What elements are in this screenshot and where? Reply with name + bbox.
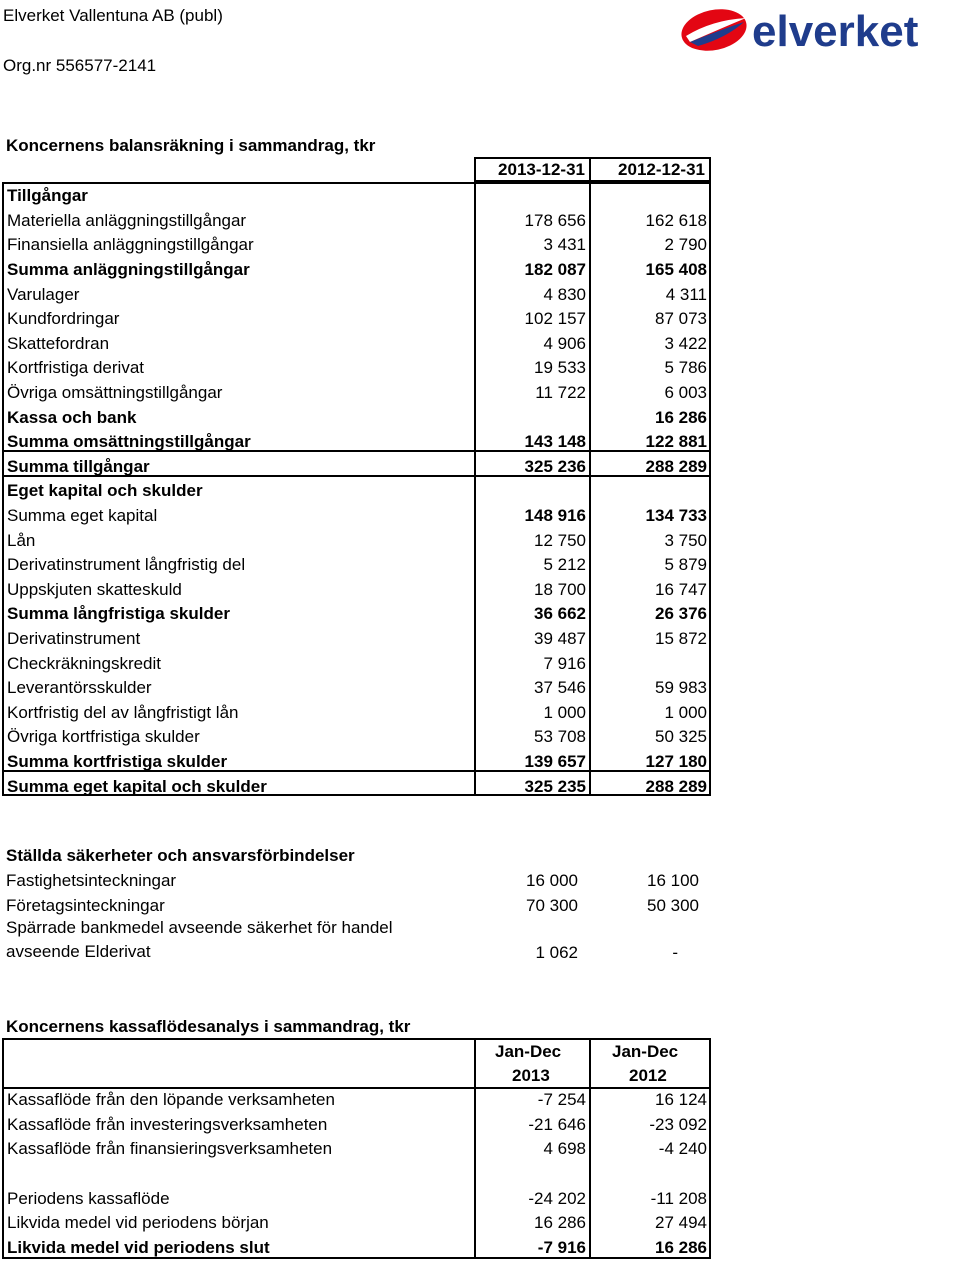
value-2012: 5 879 (664, 555, 707, 575)
securities-title: Ställda säkerheter och ansvarsförbindelser (6, 846, 355, 865)
value-2013: 11 722 (535, 383, 586, 403)
value-2013 (475, 184, 590, 209)
row-label: Uppskjuten skatteskuld (7, 579, 182, 599)
row-label: Övriga omsättningstillgångar (7, 383, 223, 403)
row-label: Summa eget kapital (7, 506, 158, 526)
table-row (2, 553, 711, 578)
value-2013: 182 087 (524, 260, 586, 280)
table-row (2, 430, 711, 455)
value-2013: 325 235 (524, 776, 586, 796)
balance-title: Koncernens balansräkning i sammandrag, tkr (6, 136, 376, 155)
cashflow-table (2, 1088, 711, 1260)
value-2012: 162 618 (645, 210, 707, 230)
value-2013: 12 750 (534, 530, 586, 550)
value-2013: 1 000 (543, 702, 586, 722)
table-row (2, 725, 711, 750)
securities-value-2013: 70 300 (526, 895, 578, 915)
value-2012: 288 289 (645, 456, 707, 476)
value-2012: 50 325 (655, 727, 707, 747)
value-2013 (475, 479, 590, 504)
securities-label: Företagsinteckningar (6, 895, 165, 915)
balance-table (2, 184, 711, 799)
table-row (2, 1113, 711, 1138)
securities-value-2012: 50 300 (647, 895, 699, 915)
value-2012: 16 124 (655, 1090, 707, 1110)
row-label: Materiella anläggningstillgångar (7, 210, 247, 230)
table-row (2, 307, 711, 332)
value-2013: 325 236 (524, 456, 586, 476)
value-2012 (590, 184, 711, 209)
table-row (2, 356, 711, 381)
row-label: Övriga kortfristiga skulder (7, 727, 200, 747)
value-2013: 37 546 (534, 678, 586, 698)
row-label: Summa långfristiga skulder (7, 604, 230, 624)
table-row (2, 602, 711, 627)
value-2013: 148 916 (524, 506, 586, 526)
value-2012: -11 208 (650, 1188, 707, 1208)
value-2013: 53 708 (534, 727, 586, 747)
value-2012: 6 003 (664, 383, 707, 403)
swirl-icon (678, 4, 751, 57)
table-row (2, 282, 711, 307)
securities-last-label-line2: avseende Elderivat (6, 942, 151, 961)
value-2012 (590, 479, 711, 504)
value-2013: 19 533 (534, 358, 586, 378)
row-label: Varulager (7, 284, 80, 304)
table-row (2, 578, 711, 603)
row-label: Kassaflöde från finansieringsverksamheten (7, 1139, 333, 1159)
table-row (2, 258, 711, 283)
row-label: Kassa och bank (7, 407, 137, 427)
table-row (2, 676, 711, 701)
row-label: Likvida medel vid periodens början (7, 1213, 269, 1233)
securities-value-2012: 16 100 (647, 871, 699, 890)
securities-last-value-2013: 1 062 (535, 943, 578, 962)
cashflow-col-2013-line2: 2013 (512, 1066, 550, 1085)
value-2013: -7 916 (537, 1237, 586, 1257)
value-2012: 16 286 (655, 407, 707, 427)
value-2013: 39 487 (534, 628, 586, 648)
row-label: Summa omsättningstillgångar (7, 432, 251, 452)
value-2012: -23 092 (649, 1114, 707, 1134)
cashflow-col-2012-line2: 2012 (629, 1066, 667, 1085)
value-2013: 16 286 (534, 1213, 586, 1233)
row-label: Checkräkningskredit (7, 653, 162, 673)
value-2013: 102 157 (524, 309, 586, 329)
value-2012: 16 747 (655, 579, 707, 599)
table-row (2, 184, 711, 209)
cashflow-title: Koncernens kassaflödesanalys i sammandrag, tkr (6, 1017, 411, 1036)
row-label: Derivatinstrument långfristig del (7, 555, 246, 575)
value-2013: 3 431 (543, 235, 586, 255)
row-label: Kassaflöde från investeringsverksamheten (7, 1114, 328, 1134)
value-2012: 87 073 (655, 309, 707, 329)
row-label: Likvida medel vid periodens slut (7, 1237, 270, 1257)
value-2012: 26 376 (655, 604, 707, 624)
row-label: Summa anläggningstillgångar (7, 260, 250, 280)
row-label: Kassaflöde från den löpande verksamheten (7, 1090, 335, 1110)
cashflow-col-2013-line1: Jan-Dec (495, 1042, 562, 1061)
value-2012: 2 790 (664, 235, 707, 255)
value-2012: 288 289 (645, 776, 707, 796)
value-2012: 134 733 (645, 506, 707, 526)
value-2012: 16 286 (655, 1237, 707, 1257)
value-2013: 139 657 (524, 751, 586, 771)
value-2013: 7 916 (543, 653, 586, 673)
value-2012: 4 311 (665, 284, 707, 304)
cashflow-col-2012-line1: Jan-Dec (612, 1042, 679, 1061)
table-row (2, 1186, 711, 1211)
securities-last-value-2012: - (672, 943, 678, 962)
value-2013: 4 698 (543, 1139, 586, 1159)
value-2013 (475, 1162, 590, 1187)
table-row (2, 528, 711, 553)
table-row (2, 455, 711, 480)
table-row (2, 209, 711, 234)
row-label: Leverantörsskulder (7, 678, 152, 698)
value-2012: 59 983 (655, 678, 707, 698)
value-2012: 165 408 (645, 260, 707, 280)
row-label: Kortfristiga derivat (7, 358, 144, 378)
table-row (2, 332, 711, 357)
value-2012: 3 750 (664, 530, 707, 550)
value-2013 (475, 405, 590, 430)
value-2013: -24 202 (528, 1188, 586, 1208)
table-row (2, 1211, 711, 1236)
table-row (2, 750, 711, 775)
table-row (2, 700, 711, 725)
table-row (2, 1236, 711, 1261)
row-label: Summa tillgångar (7, 456, 150, 476)
table-row (2, 233, 711, 258)
value-2013: -7 254 (537, 1090, 586, 1110)
value-2013: 4 830 (543, 284, 586, 304)
row-label: Eget kapital och skulder (7, 481, 203, 501)
value-2012: 1 000 (664, 702, 707, 722)
value-2013: 178 656 (524, 210, 586, 230)
table-row (2, 1088, 711, 1113)
table-row (2, 627, 711, 652)
row-label: Periodens kassaflöde (7, 1188, 170, 1208)
value-2013: -21 646 (528, 1114, 586, 1134)
company-name: Elverket Vallentuna AB (publ) (3, 6, 223, 25)
securities-label: Fastighetsinteckningar (6, 871, 177, 890)
securities-last-label-line1: Spärrade bankmedel avseende säkerhet för handel (6, 918, 393, 937)
row-label: Summa kortfristiga skulder (7, 751, 228, 771)
value-2012: -4 240 (658, 1139, 707, 1159)
table-row (2, 651, 711, 676)
value-2013: 5 212 (543, 555, 586, 575)
value-2012: 127 180 (645, 751, 707, 771)
row-label (2, 1162, 475, 1187)
table-row (2, 1137, 711, 1162)
row-label: Lån (7, 530, 36, 550)
value-2013: 36 662 (534, 604, 586, 624)
row-label: Kundfordringar (7, 309, 120, 329)
row-label: Derivatinstrument (7, 628, 141, 648)
balance-col-2012: 2012-12-31 (618, 160, 705, 179)
logo-text: elverket (752, 7, 919, 56)
row-label: Kortfristig del av långfristigt lån (7, 702, 239, 722)
value-2012: 3 422 (664, 333, 707, 353)
value-2013: 18 700 (534, 579, 586, 599)
table-row (2, 774, 711, 799)
elverket-logo (676, 2, 956, 60)
value-2012: 27 494 (655, 1213, 707, 1233)
row-label: Finansiella anläggningstillgångar (7, 235, 254, 255)
org-number: Org.nr 556577-2141 (3, 56, 157, 75)
table-row (2, 479, 711, 504)
value-2013: 4 906 (543, 333, 586, 353)
table-row (2, 1162, 711, 1187)
balance-col-2013: 2013-12-31 (498, 160, 585, 179)
value-2012 (590, 651, 711, 676)
securities-value-2013: 16 000 (526, 871, 578, 890)
table-row (2, 405, 711, 430)
value-2012: 5 786 (664, 358, 707, 378)
value-2012 (590, 1162, 711, 1187)
row-label: Tillgångar (7, 186, 88, 206)
value-2013: 143 148 (524, 432, 586, 452)
row-label: Summa eget kapital och skulder (7, 776, 267, 796)
value-2012: 122 881 (645, 432, 707, 452)
table-row (2, 504, 711, 529)
row-label: Skattefordran (7, 333, 110, 353)
table-row (2, 381, 711, 406)
value-2012: 15 872 (655, 628, 707, 648)
